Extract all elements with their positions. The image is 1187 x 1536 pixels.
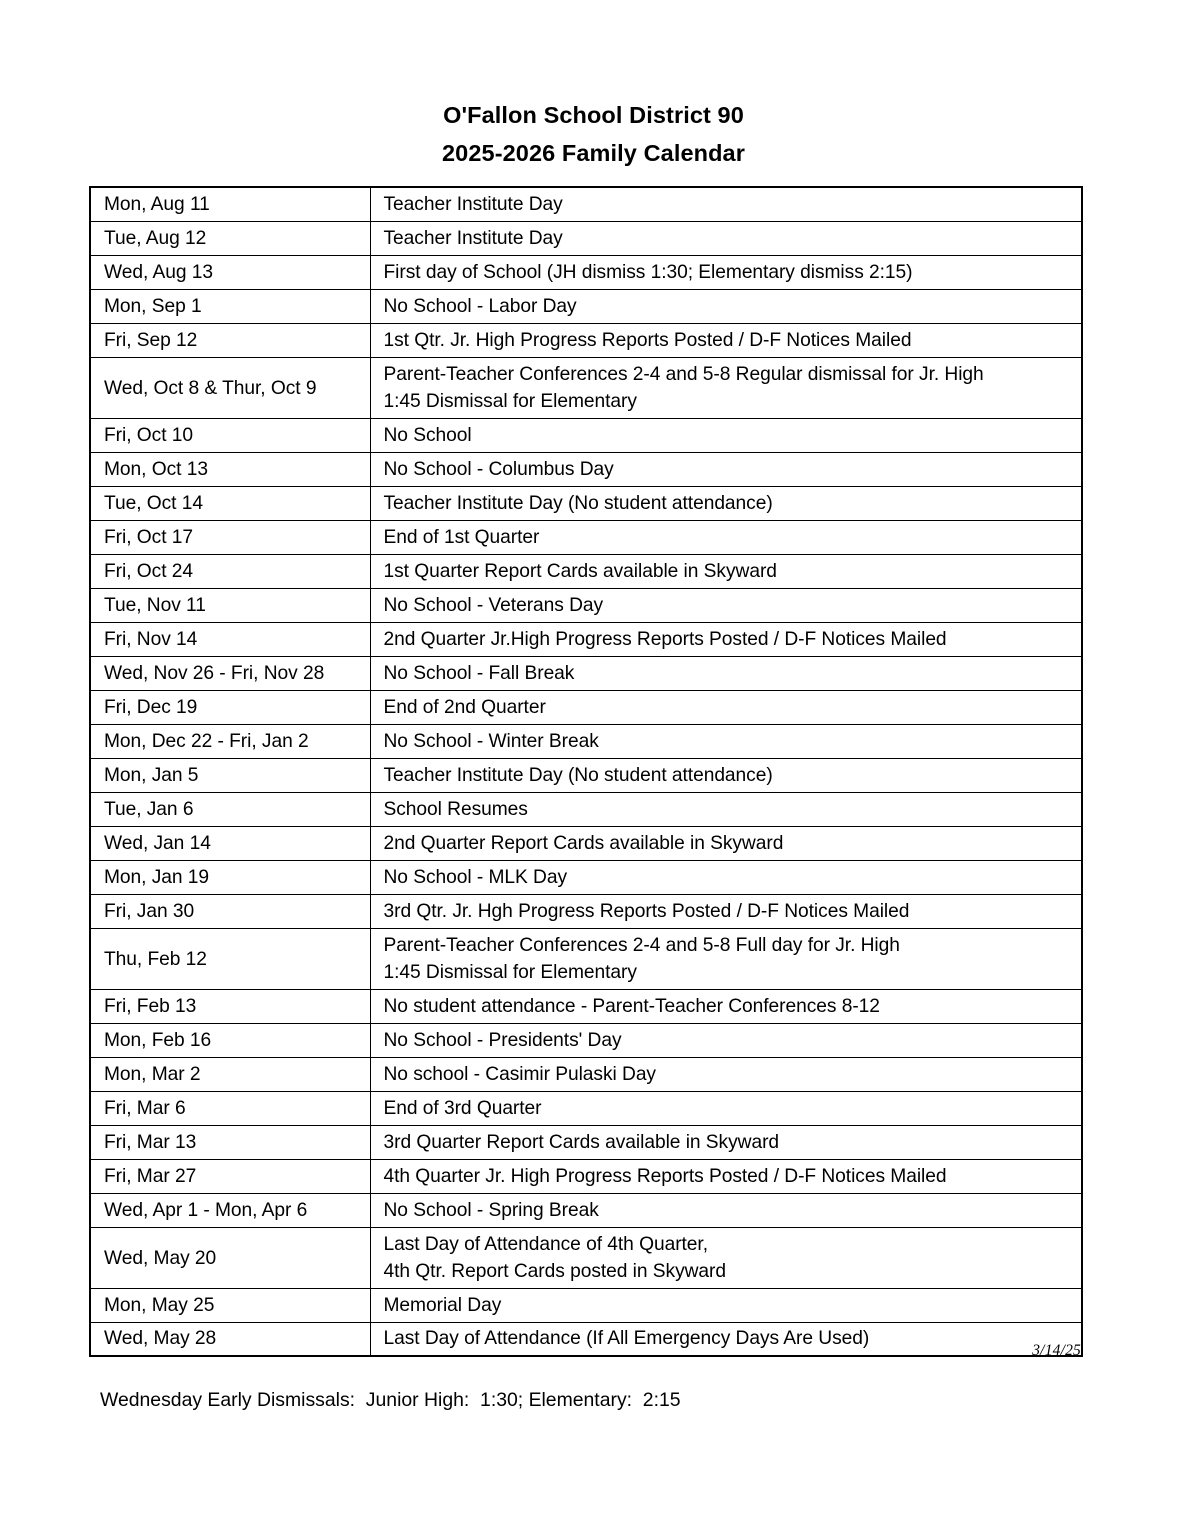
calendar-event-cell: End of 3rd Quarter xyxy=(370,1091,1082,1125)
calendar-date-cell: Wed, Nov 26 - Fri, Nov 28 xyxy=(90,656,370,690)
table-row xyxy=(90,792,1082,826)
document-header xyxy=(0,96,1187,172)
table-row xyxy=(90,357,1082,418)
table-row xyxy=(90,1091,1082,1125)
calendar-date-cell: Mon, Sep 1 xyxy=(90,289,370,323)
table-row xyxy=(90,1057,1082,1091)
calendar-date-cell: Wed, May 20 xyxy=(90,1227,370,1288)
calendar-date-cell: Tue, Jan 6 xyxy=(90,792,370,826)
table-row xyxy=(90,1227,1082,1288)
table-row xyxy=(90,1288,1082,1322)
calendar-event-cell: First day of School (JH dismiss 1:30; Elementary dismiss 2:15) xyxy=(370,255,1082,289)
calendar-event-cell: 4th Quarter Jr. High Progress Reports Posted / D-F Notices Mailed xyxy=(370,1159,1082,1193)
table-row xyxy=(90,1193,1082,1227)
table-row xyxy=(90,1125,1082,1159)
calendar-event-cell: 3rd Quarter Report Cards available in Skyward xyxy=(370,1125,1082,1159)
calendar-date-cell: Wed, Aug 13 xyxy=(90,255,370,289)
table-row xyxy=(90,452,1082,486)
calendar-date-cell: Fri, Oct 10 xyxy=(90,418,370,452)
calendar-event-cell: 1st Quarter Report Cards available in Skyward xyxy=(370,554,1082,588)
calendar-event-cell: 3rd Qtr. Jr. Hgh Progress Reports Posted / D-F Notices Mailed xyxy=(370,894,1082,928)
table-row xyxy=(90,758,1082,792)
calendar-event-line: Parent-Teacher Conferences 2-4 and 5-8 Regular dismissal for Jr. High xyxy=(383,364,984,385)
table-row xyxy=(90,622,1082,656)
calendar-event-cell: Teacher Institute Day xyxy=(370,221,1082,255)
calendar-event-cell xyxy=(370,1227,1082,1288)
calendar-date-cell: Fri, Nov 14 xyxy=(90,622,370,656)
table-row xyxy=(90,187,1082,221)
calendar-event-cell xyxy=(370,357,1082,418)
calendar-event-cell: No School - Spring Break xyxy=(370,1193,1082,1227)
calendar-date-cell: Tue, Aug 12 xyxy=(90,221,370,255)
calendar-event-cell: School Resumes xyxy=(370,792,1082,826)
table-row xyxy=(90,418,1082,452)
table-row xyxy=(90,860,1082,894)
calendar-event-line: Last Day of Attendance of 4th Quarter, xyxy=(383,1234,708,1255)
table-row xyxy=(90,520,1082,554)
table-row xyxy=(90,1023,1082,1057)
calendar-event-cell: Teacher Institute Day (No student attendance) xyxy=(370,758,1082,792)
calendar-event-line: 1:45 Dismissal for Elementary xyxy=(383,391,637,412)
calendar-date-cell: Mon, Mar 2 xyxy=(90,1057,370,1091)
calendar-date-cell: Fri, Sep 12 xyxy=(90,323,370,357)
calendar-date-cell: Thu, Feb 12 xyxy=(90,928,370,989)
table-row xyxy=(90,928,1082,989)
table-row xyxy=(90,486,1082,520)
table-row xyxy=(90,656,1082,690)
calendar-date-cell: Mon, Jan 5 xyxy=(90,758,370,792)
table-row xyxy=(90,588,1082,622)
calendar-event-cell: No School xyxy=(370,418,1082,452)
table-row xyxy=(90,989,1082,1023)
table-row xyxy=(90,289,1082,323)
calendar-event-line: Parent-Teacher Conferences 2-4 and 5-8 Full day for Jr. High xyxy=(383,935,900,956)
calendar-event-cell: No School - Columbus Day xyxy=(370,452,1082,486)
calendar-date-cell: Mon, Jan 19 xyxy=(90,860,370,894)
calendar-event-cell: 2nd Quarter Jr.High Progress Reports Posted / D-F Notices Mailed xyxy=(370,622,1082,656)
calendar-date-cell: Mon, Oct 13 xyxy=(90,452,370,486)
calendar-event-cell: No School - Winter Break xyxy=(370,724,1082,758)
calendar-event-cell: 2nd Quarter Report Cards available in Skyward xyxy=(370,826,1082,860)
calendar-date-cell: Fri, Oct 17 xyxy=(90,520,370,554)
calendar-date-cell: Fri, Mar 27 xyxy=(90,1159,370,1193)
calendar-table-body xyxy=(90,187,1082,1356)
calendar-event-cell: No School - Labor Day xyxy=(370,289,1082,323)
calendar-event-cell: Teacher Institute Day xyxy=(370,187,1082,221)
table-row xyxy=(90,323,1082,357)
table-row xyxy=(90,255,1082,289)
calendar-event-cell: End of 2nd Quarter xyxy=(370,690,1082,724)
calendar-date-cell: Tue, Nov 11 xyxy=(90,588,370,622)
calendar-date-cell: Mon, May 25 xyxy=(90,1288,370,1322)
calendar-date-cell: Fri, Mar 13 xyxy=(90,1125,370,1159)
table-row xyxy=(90,554,1082,588)
calendar-date-cell: Tue, Oct 14 xyxy=(90,486,370,520)
calendar-date-cell: Fri, Jan 30 xyxy=(90,894,370,928)
calendar-date-cell: Wed, Oct 8 & Thur, Oct 9 xyxy=(90,357,370,418)
calendar-event-cell: No School - Presidents' Day xyxy=(370,1023,1082,1057)
calendar-subtitle: 2025-2026 Family Calendar xyxy=(442,140,745,166)
table-row xyxy=(90,724,1082,758)
calendar-event-cell: No School - Fall Break xyxy=(370,656,1082,690)
calendar-date-cell: Fri, Feb 13 xyxy=(90,989,370,1023)
calendar-event-cell: 1st Qtr. Jr. High Progress Reports Posted / D-F Notices Mailed xyxy=(370,323,1082,357)
calendar-event-cell: No student attendance - Parent-Teacher Conferences 8-12 xyxy=(370,989,1082,1023)
table-row xyxy=(90,894,1082,928)
calendar-date-cell: Mon, Feb 16 xyxy=(90,1023,370,1057)
revision-date: 3/14/25 xyxy=(1032,1342,1081,1359)
calendar-date-cell: Wed, May 28 xyxy=(90,1322,370,1356)
calendar-event-cell: Teacher Institute Day (No student attendance) xyxy=(370,486,1082,520)
table-row xyxy=(90,221,1082,255)
calendar-table-container xyxy=(89,186,1081,1357)
table-row xyxy=(90,1159,1082,1193)
calendar-event-line: 1:45 Dismissal for Elementary xyxy=(383,962,637,983)
calendar-date-cell: Wed, Apr 1 - Mon, Apr 6 xyxy=(90,1193,370,1227)
family-calendar-table xyxy=(89,186,1083,1357)
district-title: O'Fallon School District 90 xyxy=(443,102,744,128)
calendar-event-cell: Last Day of Attendance (If All Emergency Days Are Used) xyxy=(370,1322,1082,1356)
calendar-date-cell: Fri, Dec 19 xyxy=(90,690,370,724)
calendar-event-cell xyxy=(370,928,1082,989)
calendar-date-cell: Fri, Mar 6 xyxy=(90,1091,370,1125)
table-row xyxy=(90,826,1082,860)
calendar-date-cell: Mon, Aug 11 xyxy=(90,187,370,221)
calendar-event-cell: No School - Veterans Day xyxy=(370,588,1082,622)
calendar-event-cell: No school - Casimir Pulaski Day xyxy=(370,1057,1082,1091)
calendar-date-cell: Mon, Dec 22 - Fri, Jan 2 xyxy=(90,724,370,758)
early-dismissal-note: Wednesday Early Dismissals: Junior High: 1:30; Elementary: 2:15 xyxy=(100,1389,681,1411)
calendar-event-cell: Memorial Day xyxy=(370,1288,1082,1322)
calendar-event-line: 4th Qtr. Report Cards posted in Skyward xyxy=(383,1261,727,1282)
table-row xyxy=(90,690,1082,724)
calendar-date-cell: Wed, Jan 14 xyxy=(90,826,370,860)
calendar-date-cell: Fri, Oct 24 xyxy=(90,554,370,588)
calendar-event-cell: No School - MLK Day xyxy=(370,860,1082,894)
calendar-event-cell: End of 1st Quarter xyxy=(370,520,1082,554)
